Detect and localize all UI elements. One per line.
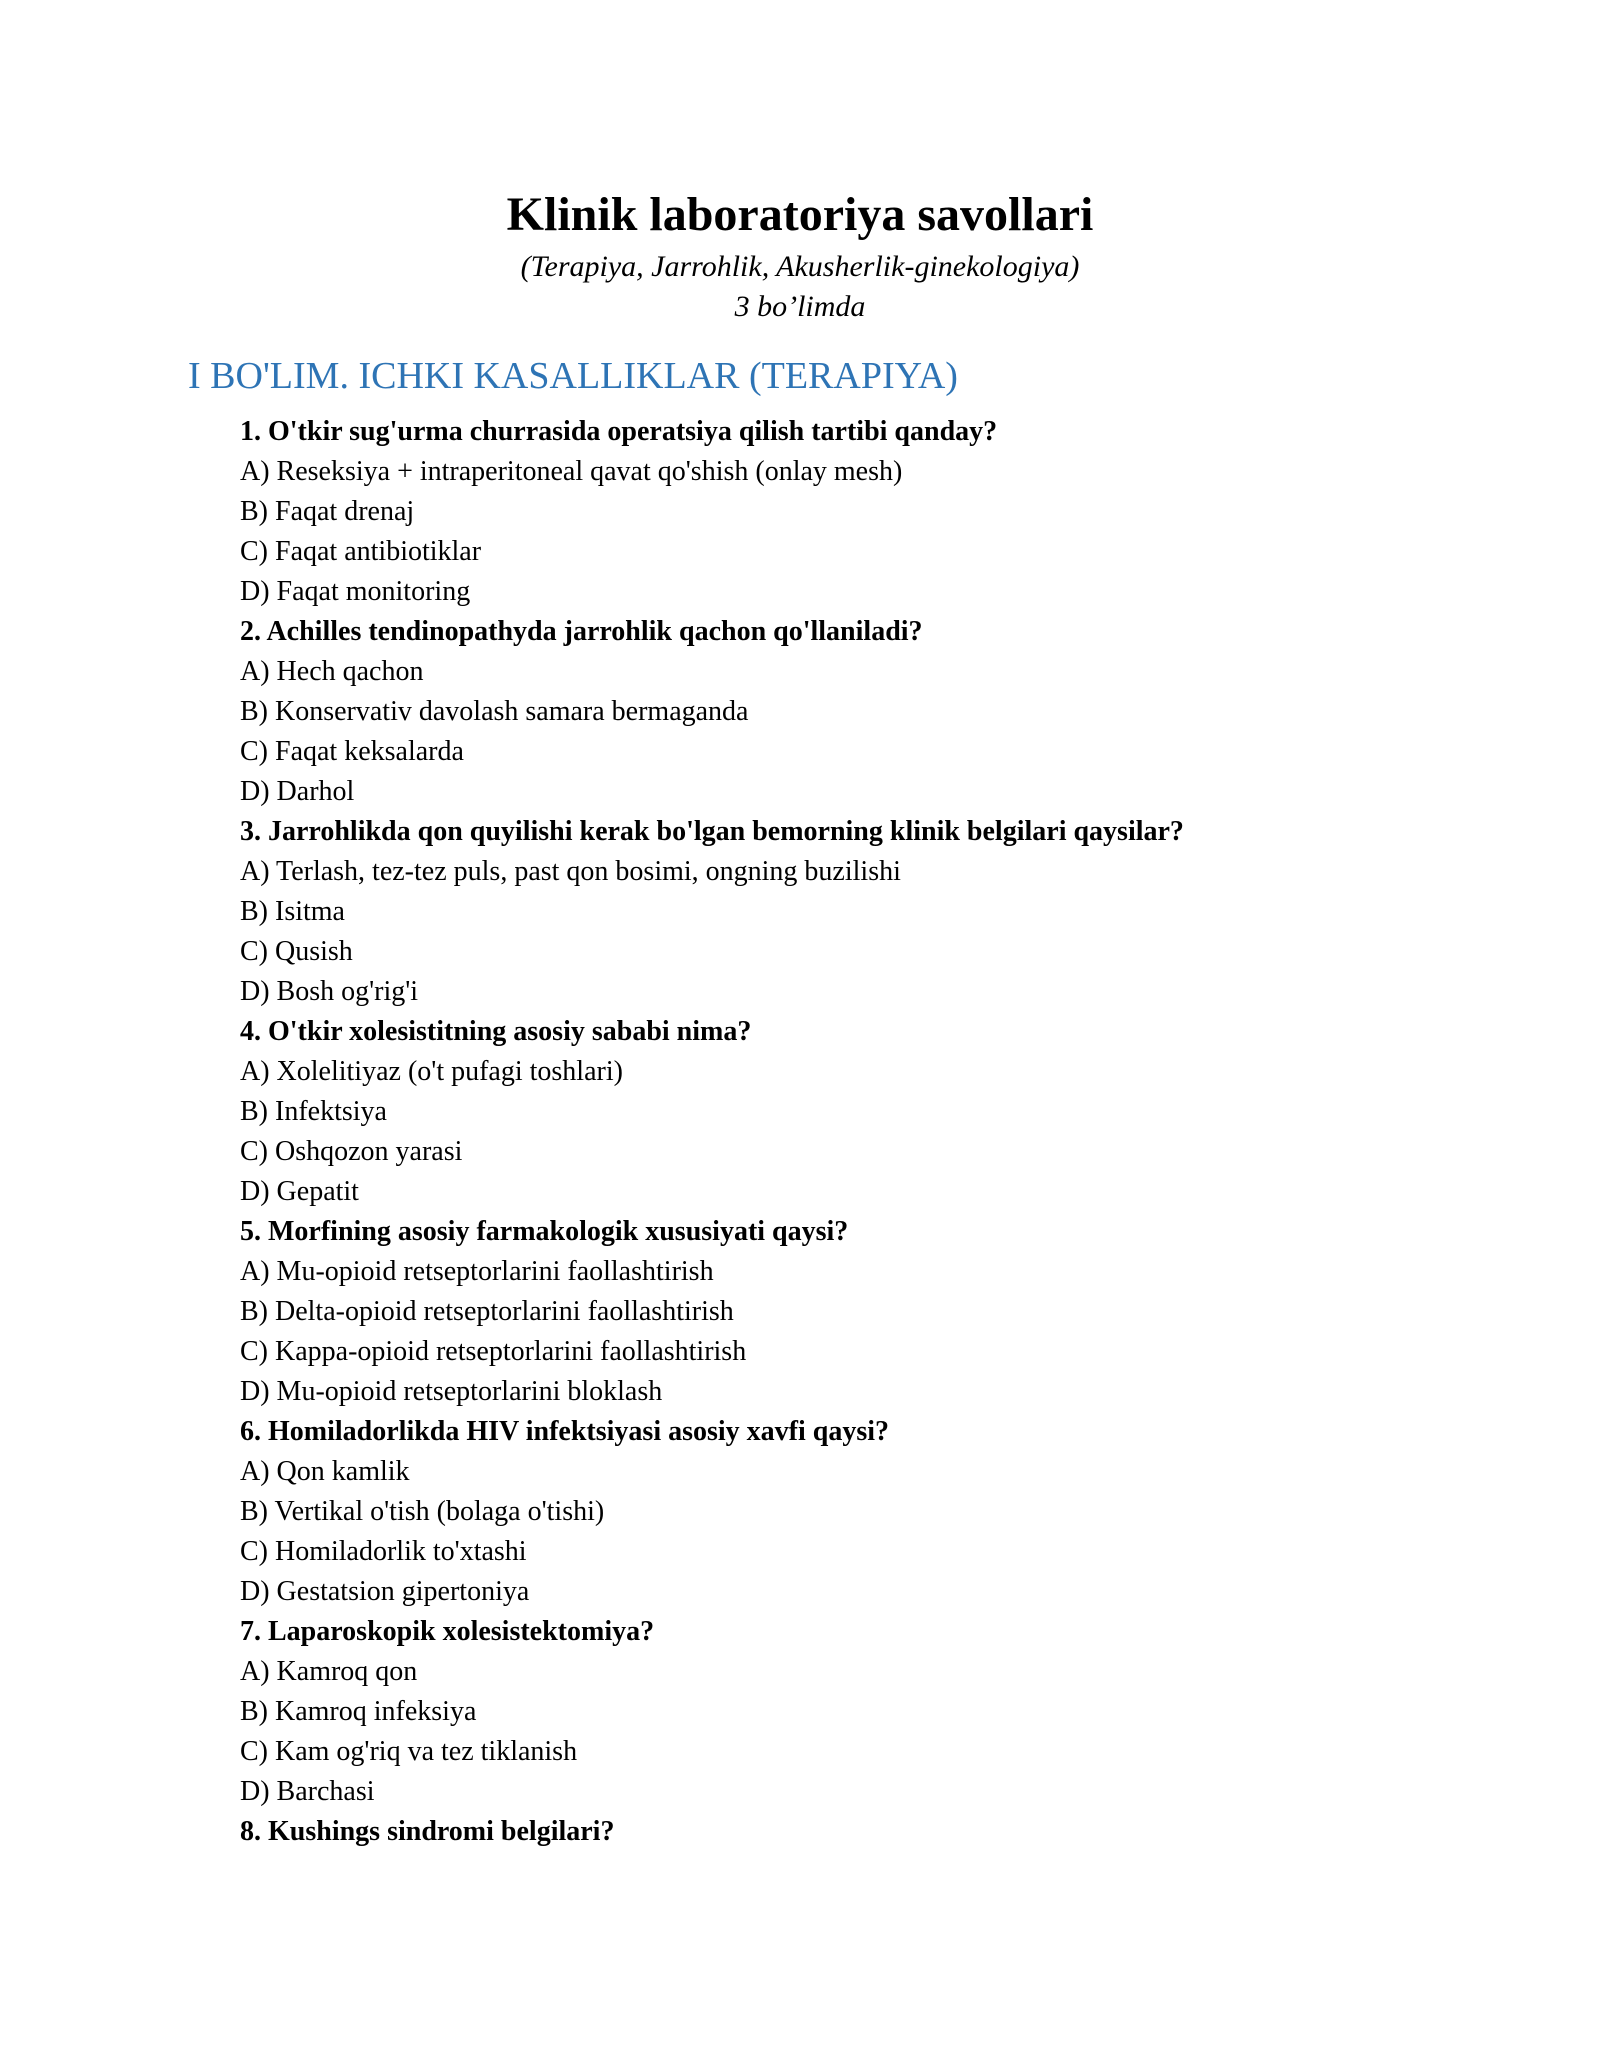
question-text: 6. Homiladorlikda HIV infektsiyasi asosiy xavfi qaysi? <box>240 1416 890 1447</box>
document-title: Klinik laboratoriya savollari <box>506 188 1094 241</box>
answer-option: C) Qusish <box>240 936 353 967</box>
answer-option: B) Delta-opioid retseptorlarini faollashtirish <box>240 1296 734 1327</box>
question-text: 7. Laparoskopik xolesistektomiya? <box>240 1616 655 1647</box>
answer-option: B) Infektsiya <box>240 1096 387 1127</box>
answer-option: C) Homiladorlik to'xtashi <box>240 1536 527 1567</box>
answer-option: D) Mu-opioid retseptorlarini bloklash <box>240 1376 663 1407</box>
answer-option: A) Mu-opioid retseptorlarini faollashtirish <box>240 1256 714 1287</box>
answer-option: C) Oshqozon yarasi <box>240 1136 463 1167</box>
answer-option: B) Kamroq infeksiya <box>240 1696 477 1727</box>
answer-option: D) Gestatsion gipertoniya <box>240 1576 530 1607</box>
answer-option: A) Kamroq qon <box>240 1656 418 1687</box>
answer-option: B) Konservativ davolash samara bermaganda <box>240 696 749 727</box>
answer-option: A) Reseksiya + intraperitoneal qavat qo'shish (onlay mesh) <box>240 456 903 487</box>
section-heading: I BO'LIM. ICHKI KASALLIKLAR (TERAPIYA) <box>188 355 958 397</box>
answer-option: B) Faqat drenaj <box>240 496 415 527</box>
document-subtitle-disciplines: (Terapiya, Jarrohlik, Akusherlik-ginekologiya) <box>520 250 1080 283</box>
question-text: 5. Morfining asosiy farmakologik xususiyati qaysi? <box>240 1216 849 1247</box>
question-text: 3. Jarrohlikda qon quyilishi kerak bo'lgan bemorning klinik belgilari qaysilar? <box>240 816 1184 847</box>
question-text: 8. Kushings sindromi belgilari? <box>240 1816 615 1847</box>
answer-option: D) Gepatit <box>240 1176 359 1207</box>
answer-option: C) Faqat keksalarda <box>240 736 464 767</box>
answer-option: A) Terlash, tez-tez puls, past qon bosimi, ongning buzilishi <box>240 856 901 887</box>
answer-option: D) Barchasi <box>240 1776 375 1807</box>
answer-option: D) Faqat monitoring <box>240 576 471 607</box>
answer-option: A) Xolelitiyaz (o't pufagi toshlari) <box>240 1056 623 1087</box>
answer-option: C) Faqat antibiotiklar <box>240 536 482 567</box>
answer-option: C) Kam og'riq va tez tiklanish <box>240 1736 578 1767</box>
answer-option: D) Darhol <box>240 776 355 807</box>
answer-option: B) Isitma <box>240 896 345 927</box>
question-text: 4. O'tkir xolesistitning asosiy sababi nima? <box>240 1016 752 1047</box>
question-text: 2. Achilles tendinopathyda jarrohlik qachon qo'llaniladi? <box>240 616 923 647</box>
answer-option: A) Qon kamlik <box>240 1456 410 1487</box>
answer-option: D) Bosh og'rig'i <box>240 976 419 1007</box>
question-text: 1. O'tkir sug'urma churrasida operatsiya qilish tartibi qanday? <box>240 416 998 447</box>
answer-option: A) Hech qachon <box>240 656 424 687</box>
question-list <box>240 412 1440 1852</box>
document-subtitle-sections: 3 bo’limda <box>734 290 866 323</box>
answer-option: C) Kappa-opioid retseptorlarini faollashtirish <box>240 1336 747 1367</box>
answer-option: B) Vertikal o'tish (bolaga o'tishi) <box>240 1496 605 1527</box>
